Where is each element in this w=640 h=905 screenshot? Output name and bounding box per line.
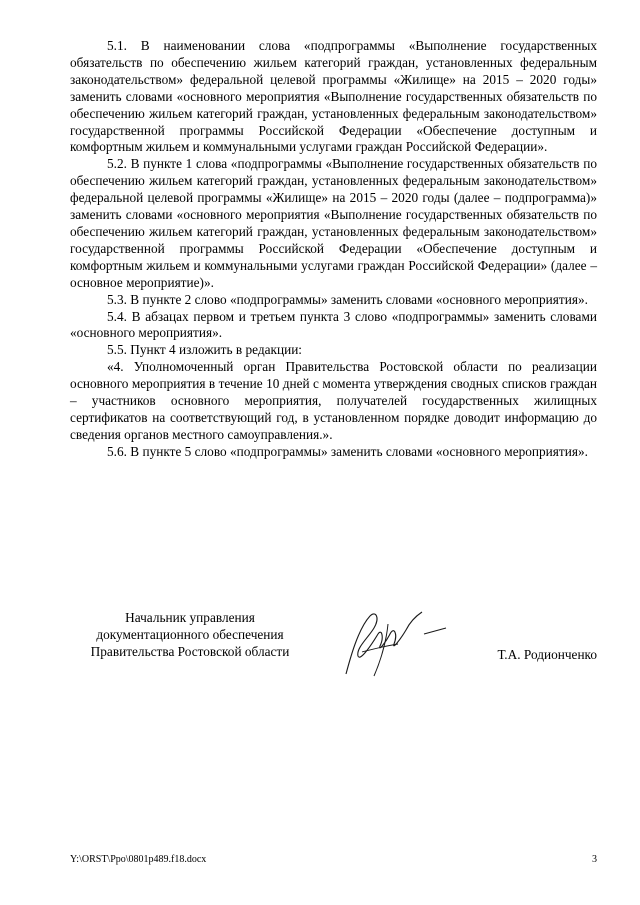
paragraph-5-1: 5.1. В наименовании слова «подпрограммы «Выполнение государственных обязательств по обеспечению жильем категорий граждан, установленных федеральным законодательством» федеральной целевой программы «Жилище» на 2015 – 2020 годы» заменить словами «основного мероприятия «Выполнение государственных обязательств по обеспечению жильем категорий граждан, установленных федеральным законодательством» государственной программы Российской Федерации «Обеспечение доступным и комфортным жильем и коммунальными услугами граждан Российской Федерации».	[70, 38, 597, 155]
page-number: 3	[592, 854, 597, 865]
signatory-title-line: документационного обеспечения	[96, 626, 284, 642]
document-body	[70, 38, 597, 461]
paragraph-5-4: 5.4. В абзацах первом и третьем пункта 3 слово «подпрограммы» заменить словами «основного мероприятия».	[70, 308, 597, 341]
paragraph-5-5: 5.5. Пункт 4 изложить в редакции:	[107, 342, 302, 358]
paragraph-quoted-point-4: «4. Уполномоченный орган Правительства Ростовской области по реализации основного мероприятия в течение 10 дней с момента утверждения сводных списков граждан – участников основного мероприятия, получателей государственных жилищных сертификатов на соответствующий год, в установленном порядке доводит информацию до сведения органов местного самоуправления.».	[70, 359, 597, 442]
handwritten-signature	[328, 604, 458, 684]
signatory-title-line: Правительства Ростовской области	[90, 643, 290, 659]
paragraph-5-3: 5.3. В пункте 2 слово «подпрограммы» заменить словами «основного мероприятия».	[107, 291, 588, 307]
file-path: Y:\ORST\Ppo\0801p489.f18.docx	[70, 854, 207, 865]
signature-block	[70, 610, 597, 690]
signatory-title-line: Начальник управления	[125, 610, 255, 625]
paragraph-5-2: 5.2. В пункте 1 слова «подпрограммы «Выполнение государственных обязательств по обеспечению жильем категорий граждан, установленных федеральным законодательством» федеральной целевой программы «Жилище» на 2015 – 2020 годы (далее – подпрограмма)» заменить словами «основного мероприятия «Выполнение государственных обязательств по обеспечению жильем категорий граждан, установленных федеральным законодательством» государственной программы Российской Федерации «Обеспечение доступным и комфортным жильем и коммунальными услугами граждан Российской Федерации» (далее – основное мероприятие)».	[70, 156, 597, 290]
signatory-name: Т.А. Родионченко	[497, 647, 597, 662]
signatory-title	[70, 610, 310, 661]
paragraph-5-6: 5.6. В пункте 5 слово «подпрограммы» заменить словами «основного мероприятия».	[107, 443, 588, 459]
